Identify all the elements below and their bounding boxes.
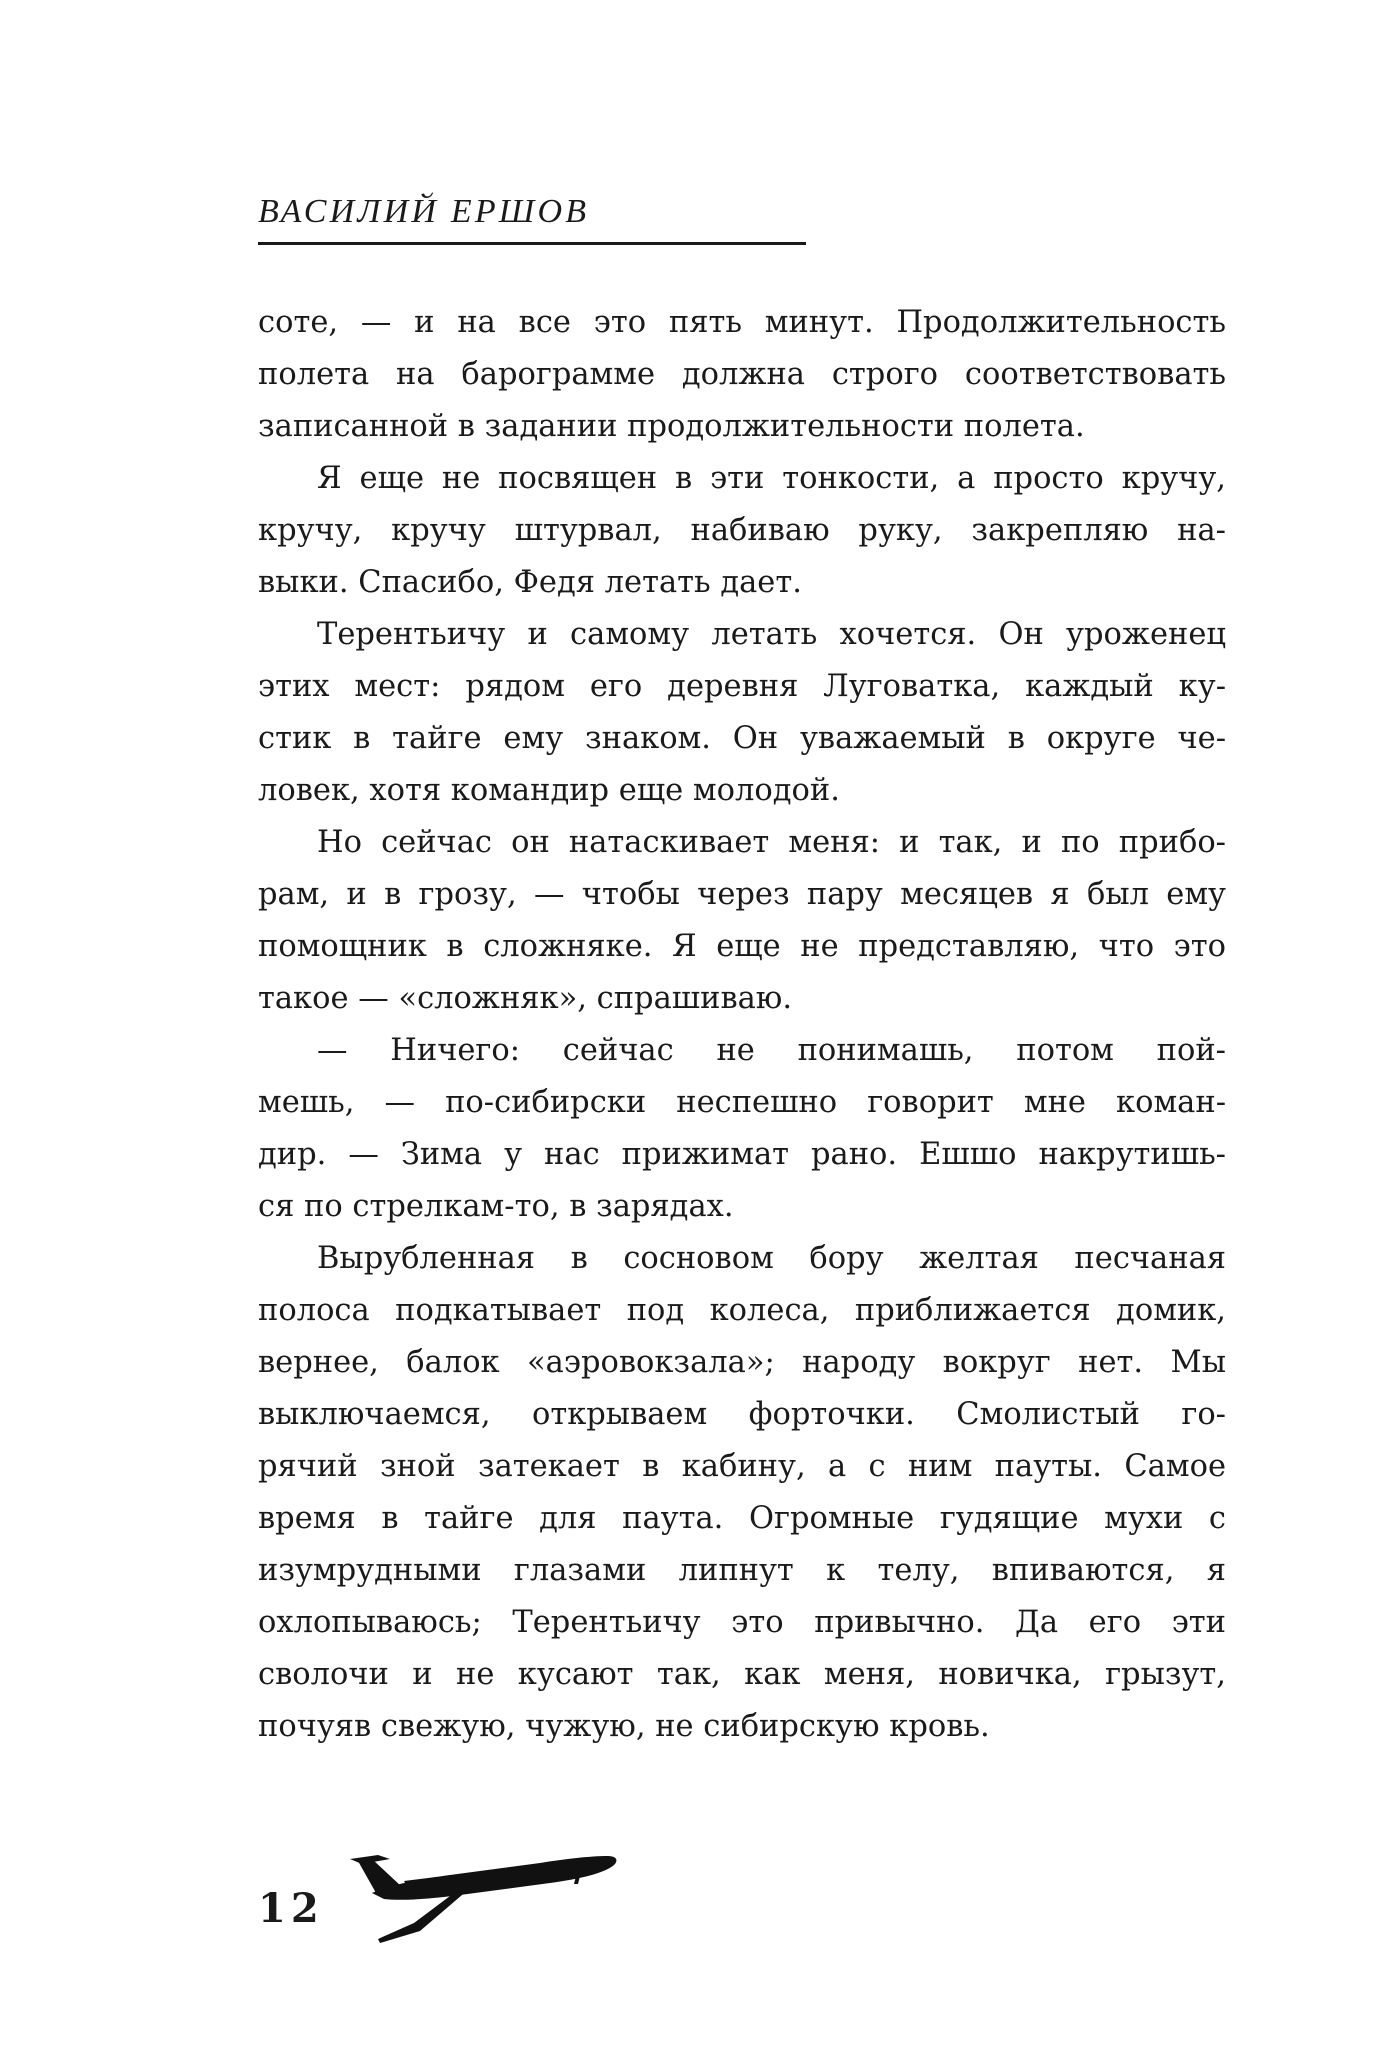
text-line: ловек, хотя командир еще молодой. xyxy=(258,773,840,808)
page-number: 12 xyxy=(258,1885,324,1932)
text-line: почуяв свежую, чужую, не сибирскую кровь. xyxy=(258,1709,990,1744)
text-line: сволочи и не кусают так, как меня, новичка, грызут, xyxy=(258,1657,1226,1692)
text-line: Я еще не посвящен в эти тонкости, а просто кручу, xyxy=(317,461,1226,496)
text-line: помощник в сложняке. Я еще не представляю, что это xyxy=(258,929,1226,964)
text-line: полета на барограмме должна строго соответствовать xyxy=(258,357,1226,392)
text-line: Вырубленная в сосновом бору желтая песчаная xyxy=(317,1241,1226,1276)
text-line: Но сейчас он натаскивает меня: и так, и по прибо- xyxy=(317,825,1226,860)
text-line: соте, — и на все это пять минут. Продолжительность xyxy=(258,305,1226,340)
text-line: рячий зной затекает в кабину, а с ним пауты. Самое xyxy=(258,1449,1226,1484)
text-line: охлопываюсь; Терентьичу это привычно. Да его эти xyxy=(258,1605,1226,1640)
text-line: выки. Спасибо, Федя летать дает. xyxy=(258,565,802,600)
header-rule xyxy=(258,242,806,245)
text-line: этих мест: рядом его деревня Луговатка, каждый ку- xyxy=(258,669,1226,704)
text-line: записанной в задании продолжительности полета. xyxy=(258,409,1085,444)
text-line: Терентьичу и самому летать хочется. Он уроженец xyxy=(317,617,1226,652)
text-line: время в тайге для паута. Огромные гудящие мухи с xyxy=(258,1501,1226,1536)
text-line: стик в тайге ему знаком. Он уважаемый в округе че- xyxy=(258,721,1226,756)
text-line: — Ничего: сейчас не понимашь, потом пой- xyxy=(317,1033,1226,1068)
text-line: мешь, — по-сибирски неспешно говорит мне коман- xyxy=(258,1085,1226,1120)
text-line: кручу, кручу штурвал, набиваю руку, закрепляю на- xyxy=(258,513,1226,548)
text-line: дир. — Зима у нас прижимат рано. Ешшо накрутишь- xyxy=(258,1137,1226,1172)
text-line: рам, и в грозу, — чтобы через пару месяцев я был ему xyxy=(258,877,1226,912)
body-text xyxy=(258,297,1226,1753)
text-line: выключаемся, открываем форточки. Смолистый го- xyxy=(258,1397,1226,1432)
text-line: ся по стрелкам-то, в зарядах. xyxy=(258,1189,734,1224)
running-head-author: ВАСИЛИЙ ЕРШОВ xyxy=(258,193,590,230)
text-line: полоса подкатывает под колеса, приближается домик, xyxy=(258,1293,1226,1328)
text-line: такое — «сложняк», спрашиваю. xyxy=(258,981,793,1016)
text-line: вернее, балок «аэровокзала»; народу вокруг нет. Мы xyxy=(258,1345,1226,1380)
airplane-silhouette-icon xyxy=(350,1835,620,1945)
text-line: изумрудными глазами липнут к телу, впиваются, я xyxy=(258,1553,1226,1588)
